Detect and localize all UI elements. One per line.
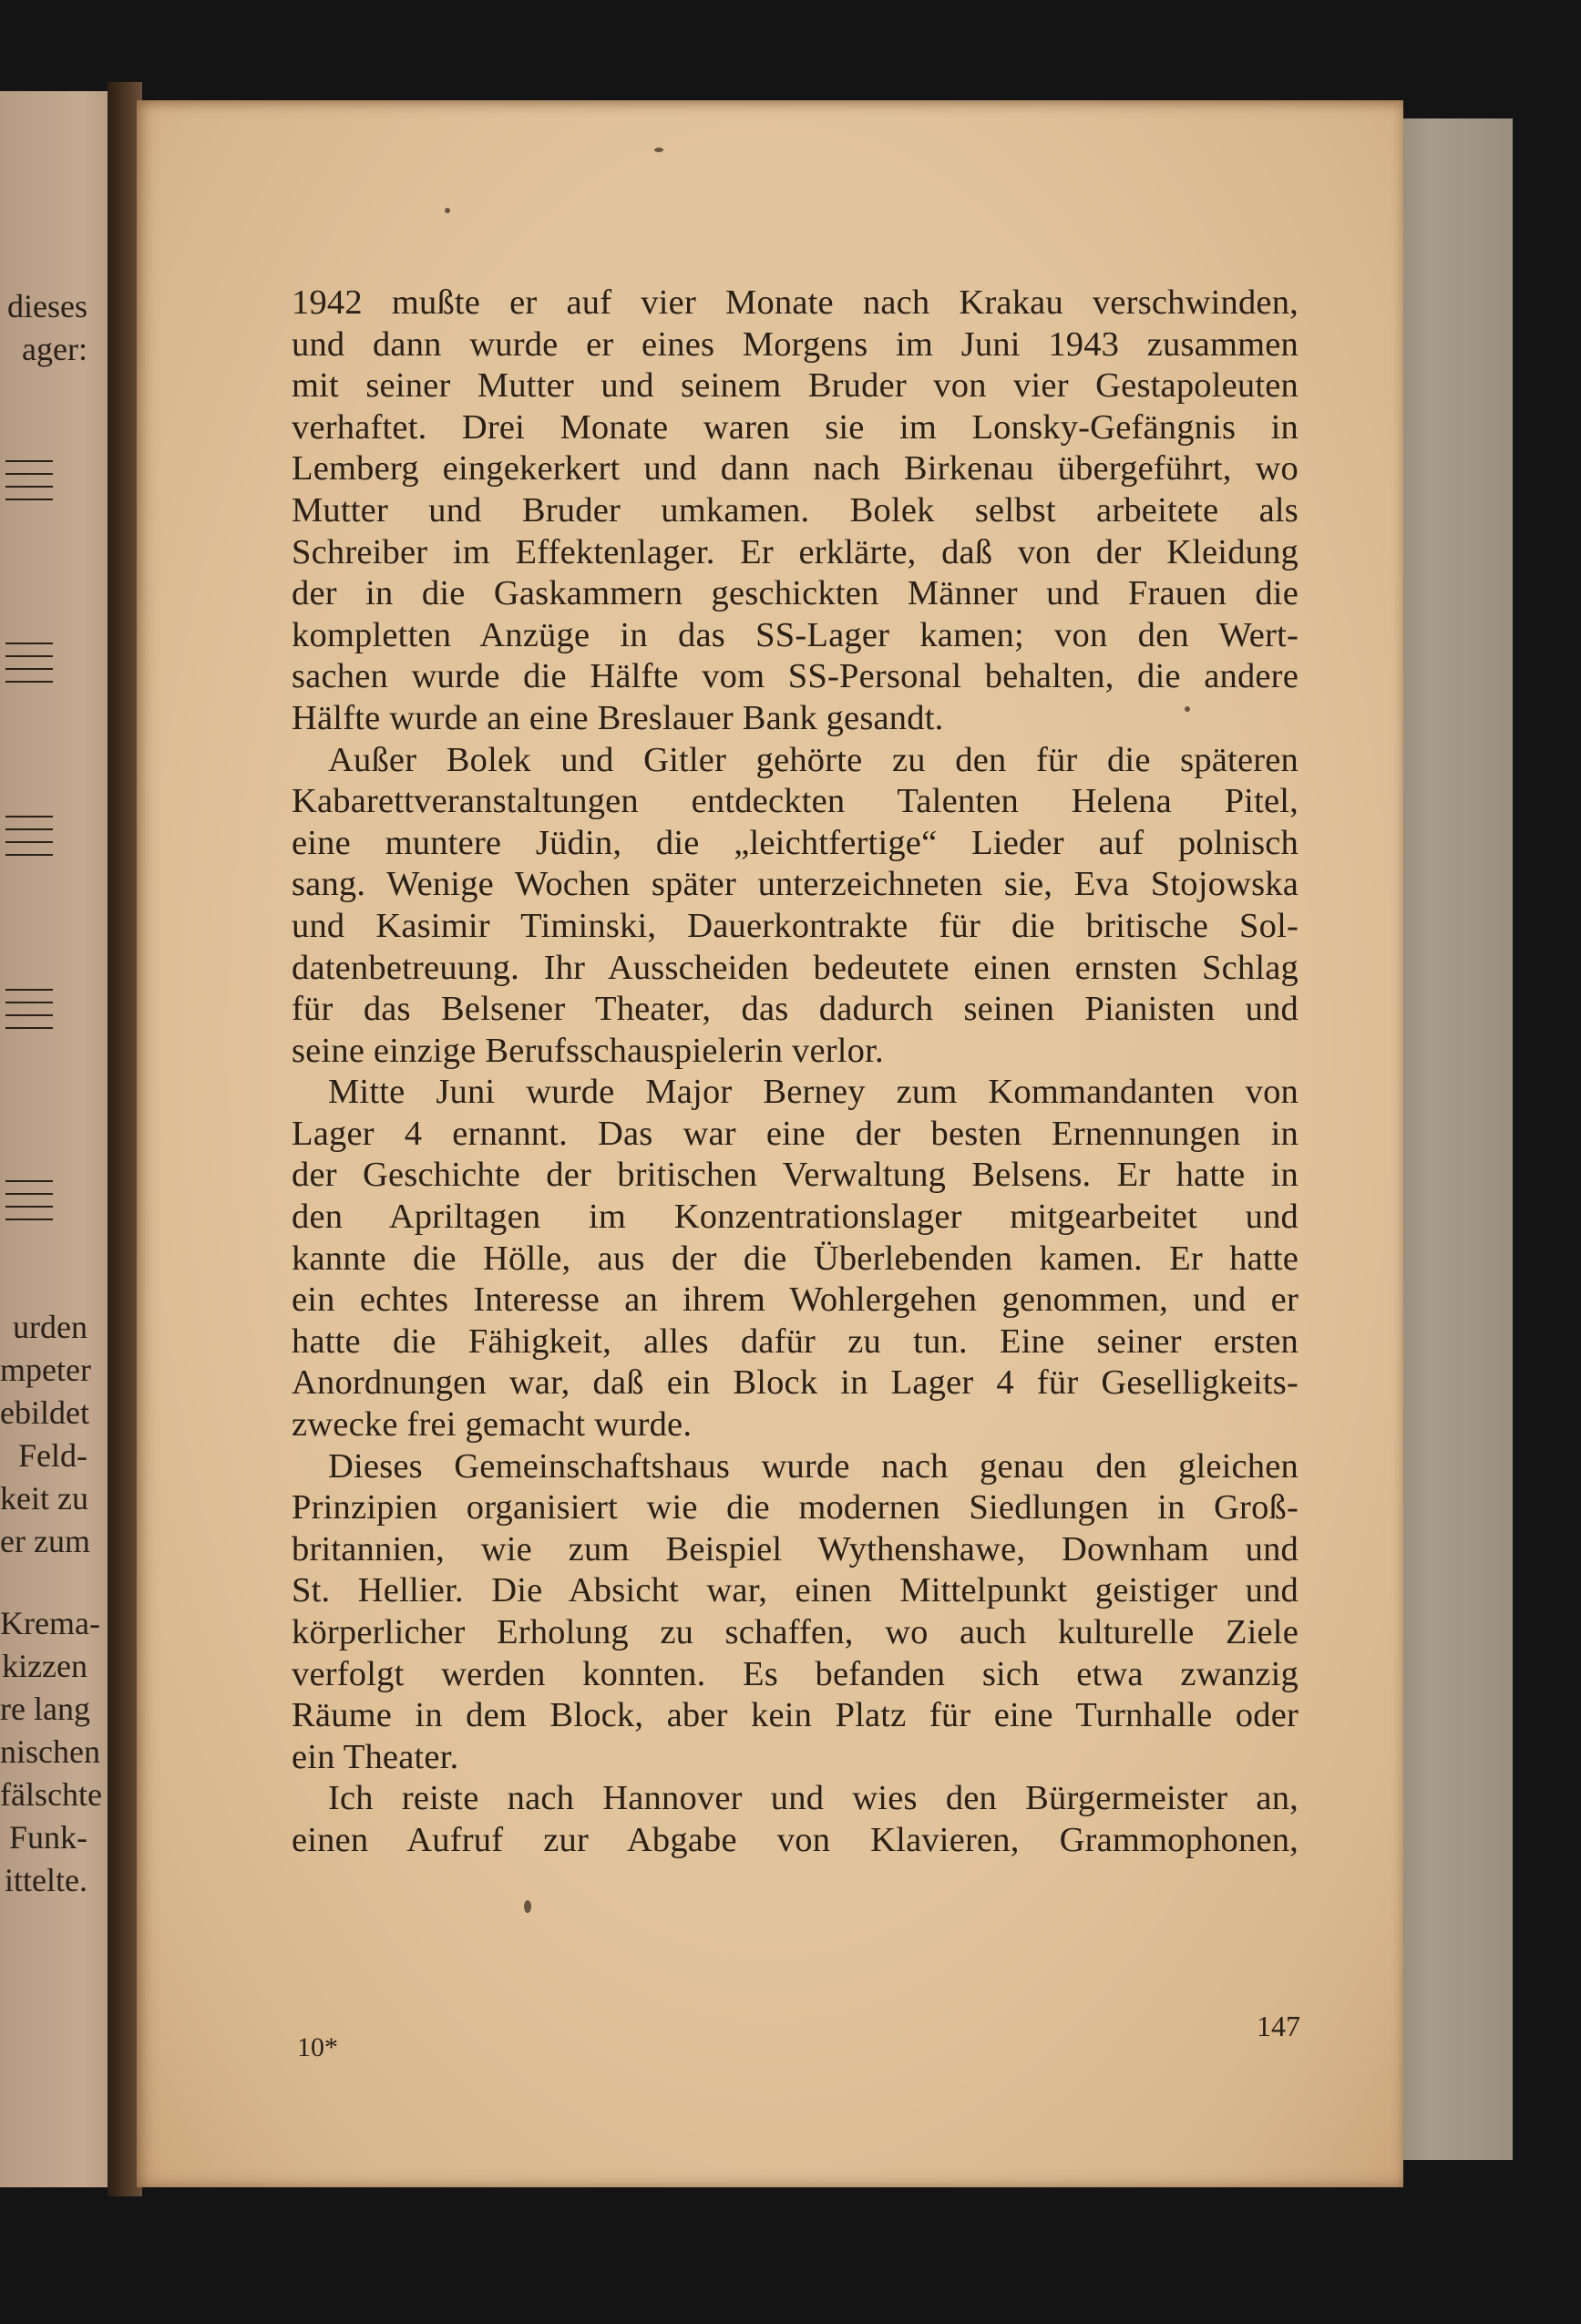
text-line: Lager 4 ernannt. Das war eine der besten Ernennungen in [292,1114,1299,1153]
music-staff-fragment [5,643,53,697]
text-line: Außer Bolek und Gitler gehörte zu den für die späteren [328,740,1299,779]
left-margin-word: nischen [0,1733,100,1770]
text-line: St. Hellier. Die Absicht war, einen Mittelpunkt geistiger und [292,1571,1299,1610]
text-line: verhaftet. Drei Monate waren sie im Lonsky-Gefängnis in [292,407,1299,447]
text-line: körperlicher Erholung zu schaffen, wo auch kulturelle Ziele [292,1613,1299,1651]
text-line: der in die Gaskammern geschickten Männer und Frauen die [292,574,1299,613]
left-margin-word: urden [13,1309,87,1345]
left-margin-word: ager: [22,331,87,367]
text-line: Räume in dem Block, aber kein Platz für eine Turnhalle oder [292,1696,1299,1735]
music-staff-fragment [5,1180,53,1235]
text-line: zwecke frei gemacht wurde. [292,1405,693,1445]
left-margin-word: ittelte. [5,1862,87,1898]
signature-mark: 10* [297,2032,338,2062]
text-line: verfolgt werden konnten. Es befanden sich etwa zwanzig [292,1654,1299,1693]
text-line: den Apriltagen im Konzentrationslager mitgearbeitet und [292,1198,1299,1237]
left-margin-word: Funk- [8,1819,87,1856]
text-line: Hälfte wurde an eine Breslauer Bank gesandt. [292,698,944,737]
text-line: 1942 mußte er auf vier Monate nach Krakau verschwinden, [292,283,1299,322]
text-line: kompletten Anzüge in das SS-Lager kamen; von den Wert- [292,615,1299,654]
music-staff-fragment [5,989,53,1044]
left-margin-word: dieses [7,288,87,324]
text-line: Lemberg eingekerkert und dann nach Birkenau übergeführt, wo [292,449,1299,488]
music-staff-fragment [5,816,53,870]
music-staff-fragment [5,460,53,515]
text-line: sachen wurde die Hälfte vom SS-Personal behalten, die andere [292,657,1299,696]
left-margin-word: fälschte [0,1776,102,1813]
left-margin-word: re lang [0,1691,90,1727]
left-margin-word: Feld- [18,1437,87,1474]
text-line: für das Belsener Theater, das dadurch seinen Pianisten und [292,990,1299,1029]
text-line: Mitte Juni wurde Major Berney zum Kommandanten von [328,1073,1299,1112]
text-line: und dann wurde er eines Morgens im Juni 1943 zusammen [292,324,1299,364]
page-number: 147 [1257,2010,1300,2042]
text-line: Prinzipien organisiert wie die modernen Siedlungen in Groß- [292,1488,1299,1527]
text-line: ein echtes Interesse an ihrem Wohlergehen genommen, und er [292,1280,1299,1320]
text-line: ein Theater. [292,1737,459,1776]
text-line: datenbetreuung. Ihr Ausscheiden bedeutete einen ernsten Schlag [292,948,1299,987]
text-line: Kabarettveranstaltungen entdeckten Talenten Helena Pitel, [292,782,1299,821]
left-margin-word: Krema- [0,1605,100,1641]
text-line: kannte die Hölle, aus der die Überlebenden kamen. Er hatte [292,1239,1299,1278]
text-line: eine muntere Jüdin, die „leichtfertige“ Lieder auf polnisch [292,823,1299,862]
text-line: einen Aufruf zur Abgabe von Klavieren, Grammophonen, [292,1820,1299,1859]
paper-speck [524,1900,531,1913]
text-line: Ich reiste nach Hannover und wies den Bürgermeister an, [328,1779,1299,1818]
left-margin-word: mpeter [0,1352,91,1388]
left-margin-word: er zum [0,1523,90,1559]
body-text [292,283,1299,1862]
text-line: seine einzige Berufsschauspielerin verlor. [292,1031,884,1070]
text-line: der Geschichte der britischen Verwaltung Belsens. Er hatte in [292,1156,1299,1195]
left-margin-word: kizzen [2,1648,87,1684]
text-line: britannien, wie zum Beispiel Wythenshawe, Downham und [292,1529,1299,1568]
text-line: Mutter und Bruder umkamen. Bolek selbst arbeitete als [292,490,1299,530]
text-line: sang. Wenige Wochen später unterzeichneten sie, Eva Stojowska [292,865,1299,904]
text-line: und Kasimir Timinski, Dauerkontrakte für die britische Sol- [292,906,1299,945]
left-margin-word: ebildet [0,1394,89,1431]
text-line: mit seiner Mutter und seinem Bruder von vier Gestapoleuten [292,366,1299,406]
right-page [137,100,1403,2187]
text-line: Schreiber im Effektenlager. Er erklärte, daß von der Kleidung [292,532,1299,571]
paper-speck [445,208,450,213]
text-line: Dieses Gemeinschaftshaus wurde nach genau den gleichen [328,1446,1299,1486]
text-line: hatte die Fähigkeit, alles dafür zu tun. Eine seiner ersten [292,1321,1299,1361]
text-line: Anordnungen war, daß ein Block in Lager 4 für Geselligkeits- [292,1363,1299,1403]
left-margin-word: keit zu [0,1480,88,1517]
paper-speck [654,148,663,152]
